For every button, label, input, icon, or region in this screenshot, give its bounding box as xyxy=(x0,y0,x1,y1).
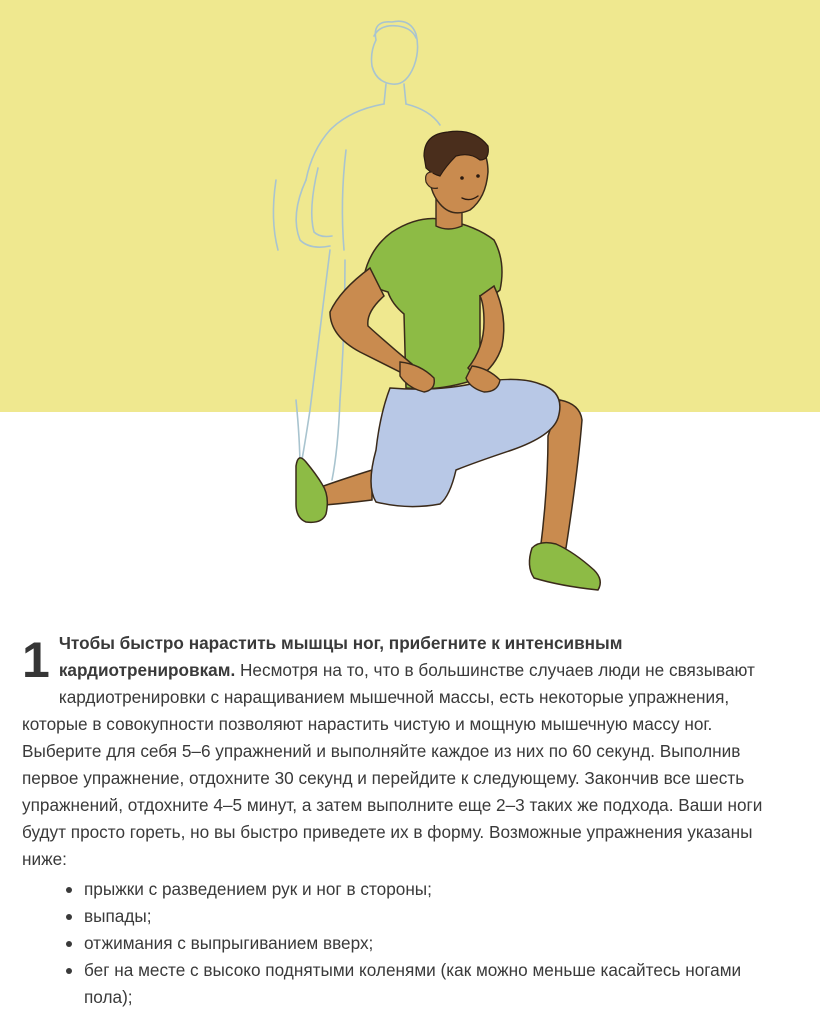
list-item: прыжки с разведением рук и ног в стороны; xyxy=(66,876,792,903)
step-number: 1 xyxy=(22,632,49,688)
step-lead: Чтобы быстро нарастить мышцы ног, прибегните к интенсивным кардиотренировкам. xyxy=(58,633,623,680)
list-item: выпады; xyxy=(66,903,792,930)
list-item: отжимания с выпрыгиванием вверх; xyxy=(66,930,792,957)
exercise-list xyxy=(22,876,792,1011)
step-text xyxy=(22,630,792,873)
step-body: Несмотря на то, что в большинстве случаев люди не связывают кардиотренировки с наращиванием мышечной массы, есть некоторые упражнения, которые в совокупности позволяют нарастить чистую и мощную мышечную массу ног. Выберите для себя 5–6 упражнений и выполняйте каждое из них по 60 секунд. Выполнив первое упражнение, отдохните 30 секунд и перейдите к следующему. Закончив все шесть упражнений, отдохните 4–5 минут, а затем выполните еще 2–3 таких же подхода. Ваши ноги будут просто гореть, но вы быстро приведете их в форму. Возможные упражнения указаны ниже: xyxy=(22,660,763,869)
list-item: бег на месте с высоко поднятыми коленями (как можно меньше касайтесь ногами пола); xyxy=(66,957,792,1011)
step-1 xyxy=(22,630,792,1011)
